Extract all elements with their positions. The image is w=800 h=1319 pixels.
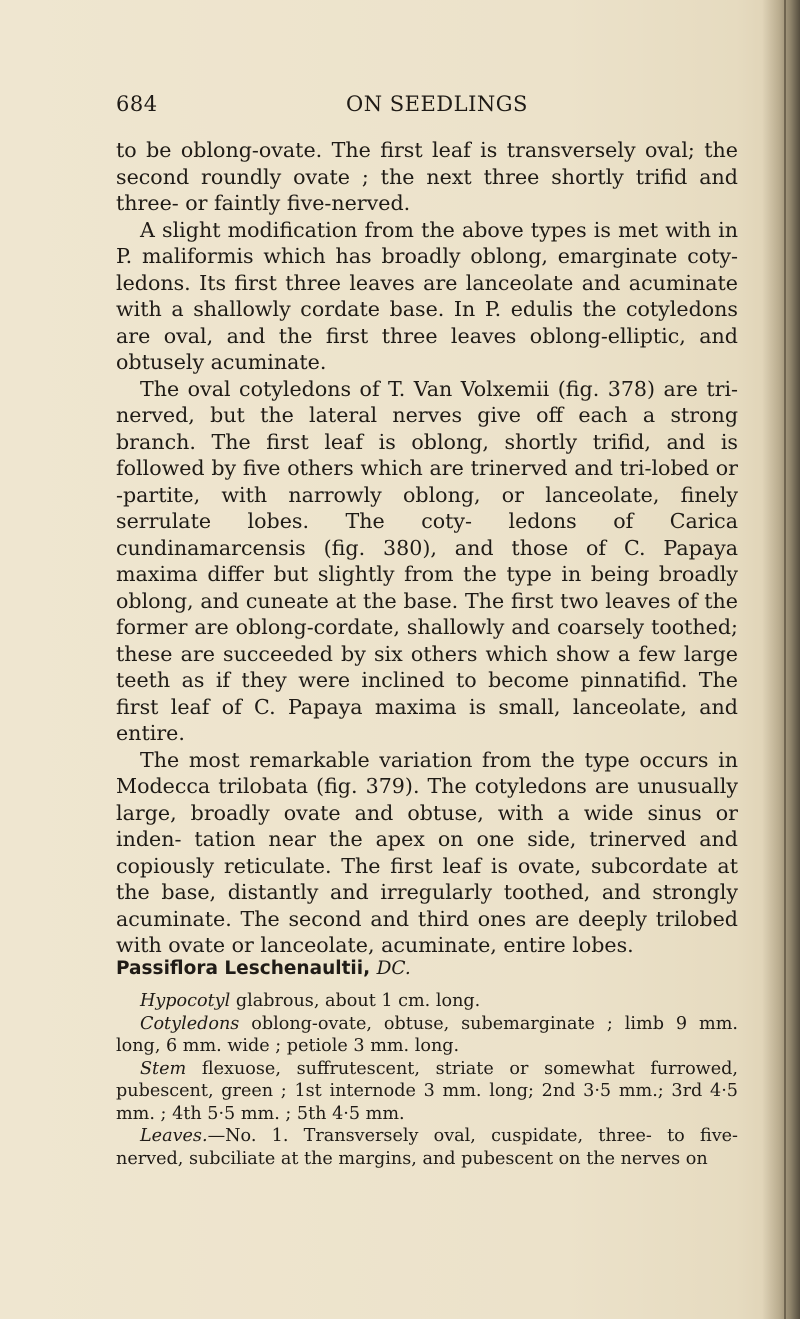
term-stem: Stem bbox=[140, 1058, 187, 1079]
description-cotyledons bbox=[116, 1013, 738, 1058]
paragraph-volxemii: The oval cotyledons of T. Van Volxemii (fig. 378) are tri- nerved, but the lateral nerves give off each a strong branch. The first leaf is oblong, shortly trifid, and is followed by five others which are trinerved and tri-lobed or -partite, with narrowly oblong, or lanceolate, finely serrulate lobes. The coty- ledons of Carica cundinamarcensis (fig. 380), and those of C. Papaya maxima differ but slightly from the type in being broadly oblong, and cuneate at the base. The first two leaves of the former are oblong-cordate, shallowly and coarsely toothed; these are succeeded by six others which show a few large teeth as if they were inclined to become pinnatifid. The first leaf of C. Papaya maxima is small, lanceolate, and entire. bbox=[116, 376, 738, 745]
description-stem bbox=[116, 1058, 738, 1126]
paragraph-modecca: The most remarkable variation from the type occurs in Modecca trilobata (fig. 379). The cotyledons are unusually large, broadly ovate and obtuse, with a wide sinus or inden- tation near the apex on one side, trinerved and copiously reticulate. The first leaf is ovate, subcordate at the base, distantly and irregularly toothed, and strongly acuminate. The second and third ones are deeply trilobed with ovate or lanceolate, acuminate, entire lobes. bbox=[116, 747, 738, 957]
species-name: Passiflora Leschenaultii, bbox=[116, 958, 371, 979]
species-authority: DC. bbox=[376, 958, 411, 979]
text-cotyledons: oblong-ovate, obtuse, subemarginate ; limb 9 mm. long, 6 mm. wide ; petiole 3 mm. long. bbox=[116, 1013, 738, 1056]
page-edge-shadow bbox=[762, 0, 800, 1319]
term-leaves: Leaves. bbox=[140, 1126, 208, 1146]
page-number: 684 bbox=[116, 92, 158, 116]
running-title: ON SEEDLINGS bbox=[346, 92, 528, 116]
body-text bbox=[116, 137, 738, 959]
paragraph-maliformis: A slight modification from the above types is met with in P. maliformis which has broadly oblong, emarginate coty- ledons. Its first three leaves are lanceolate and acuminate with a shallowly cordate base. In P. edulis the cotyledons are oval, and the first three leaves oblong-elliptic, and obtusely acuminate. bbox=[116, 217, 738, 374]
term-hypocotyl: Hypocotyl bbox=[140, 991, 231, 1011]
species-heading bbox=[116, 958, 411, 979]
species-description bbox=[116, 990, 738, 1170]
paragraph-continuation: to be oblong-ovate. The first leaf is transversely oval; the second roundly ovate ; the next three shortly trifid and three- or faintly five-nerved. bbox=[116, 138, 738, 215]
description-hypocotyl bbox=[116, 990, 738, 1013]
text-leaves: —No. 1. Transversely oval, cuspidate, three- to five- nerved, subciliate at the margins, and pubescent on the nerves on bbox=[116, 1126, 738, 1169]
text-hypocotyl: glabrous, about 1 cm. long. bbox=[230, 991, 481, 1011]
description-leaves bbox=[116, 1125, 738, 1170]
page-gutter-line bbox=[784, 0, 786, 1319]
text-stem: flexuose, suffrutescent, striate or somewhat furrowed, pubescent, green ; 1st internode 3 mm. long; 2nd 3·5 mm.; 3rd 4·5 mm. ; 4th 5·5 mm. ; 5th 4·5 mm. bbox=[116, 1058, 738, 1124]
term-cotyledons: Cotyledons bbox=[140, 1013, 240, 1034]
running-head bbox=[116, 92, 736, 122]
